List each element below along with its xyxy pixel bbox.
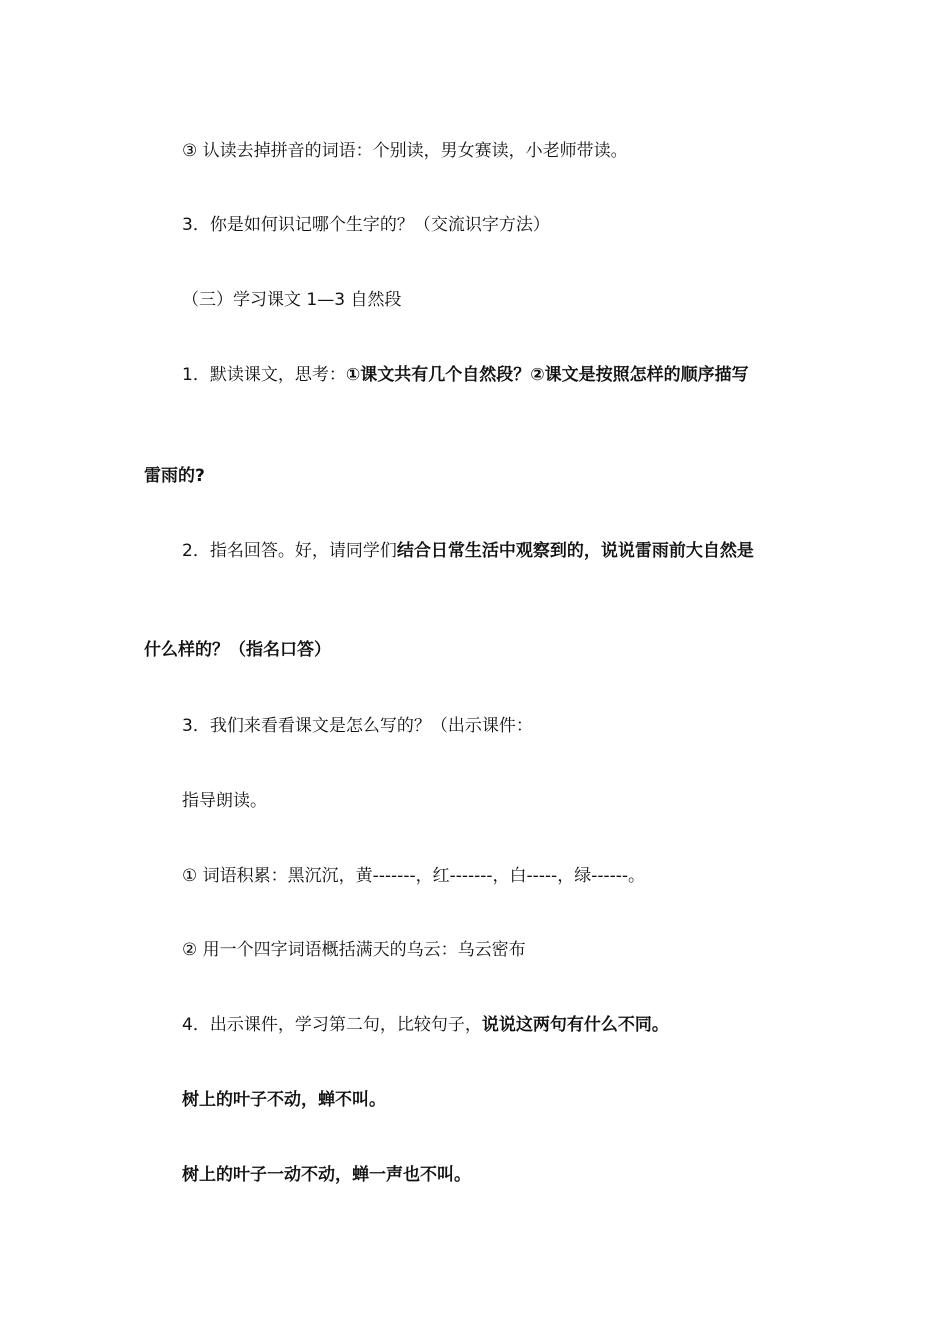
- paragraph-bold-text: 说说这两句有什么不同。: [481, 1015, 669, 1035]
- paragraph-show-courseware: [182, 714, 533, 738]
- paragraph-answer: [182, 539, 754, 563]
- paragraph-recognize-words: [182, 139, 628, 163]
- paragraph-continuation: [144, 464, 205, 488]
- paragraph-text: 3．你是如何识记哪个生字的？（交流识字方法）: [182, 215, 550, 235]
- paragraph-guide-reading: [182, 789, 267, 813]
- paragraph-text: 2．指名回答。好，请同学们: [182, 541, 397, 561]
- example-sentence-text: 树上的叶子不动，蝉不叫。: [182, 1090, 386, 1110]
- paragraph-four-char-word: [182, 938, 526, 962]
- paragraph-text: 3．我们来看看课文是怎么写的？（出示课件：: [182, 716, 533, 736]
- paragraph-question-3: [182, 213, 550, 237]
- paragraph-bold-text: 结合日常生活中观察到的，说说雷雨前大自然是: [396, 541, 754, 561]
- paragraph-text: ① 词语积累：黑沉沉，黄-------，红-------，白-----，绿------。: [182, 866, 646, 886]
- paragraph-text: ② 用一个四字词语概括满天的乌云：乌云密布: [182, 940, 526, 960]
- paragraph-silent-reading: [182, 363, 749, 387]
- paragraph-bold-text: 雷雨的?: [144, 466, 205, 486]
- paragraph-continuation: [144, 638, 331, 662]
- paragraph-text: 4．出示课件，学习第二句，比较句子，: [182, 1015, 482, 1035]
- example-sentence-2: [182, 1163, 471, 1187]
- section-heading-text: （三）学习课文 1—3 自然段: [182, 290, 402, 310]
- example-sentence-text: 树上的叶子一动不动，蝉一声也不叫。: [182, 1165, 471, 1185]
- section-heading: [182, 288, 401, 312]
- paragraph-vocabulary: [182, 864, 645, 888]
- paragraph-text: 1．默读课文，思考：: [182, 365, 346, 385]
- paragraph-bold-text: 什么样的？（指名口答）: [144, 640, 331, 660]
- example-sentence-1: [182, 1088, 386, 1112]
- paragraph-text: 指导朗读。: [182, 791, 267, 811]
- paragraph-bold-text: ①课文共有几个自然段？②课文是按照怎样的顺序描写: [345, 365, 749, 385]
- paragraph-text: ③ 认读去掉拼音的词语：个别读，男女赛读，小老师带读。: [182, 141, 628, 161]
- paragraph-compare-sentences: [182, 1013, 669, 1037]
